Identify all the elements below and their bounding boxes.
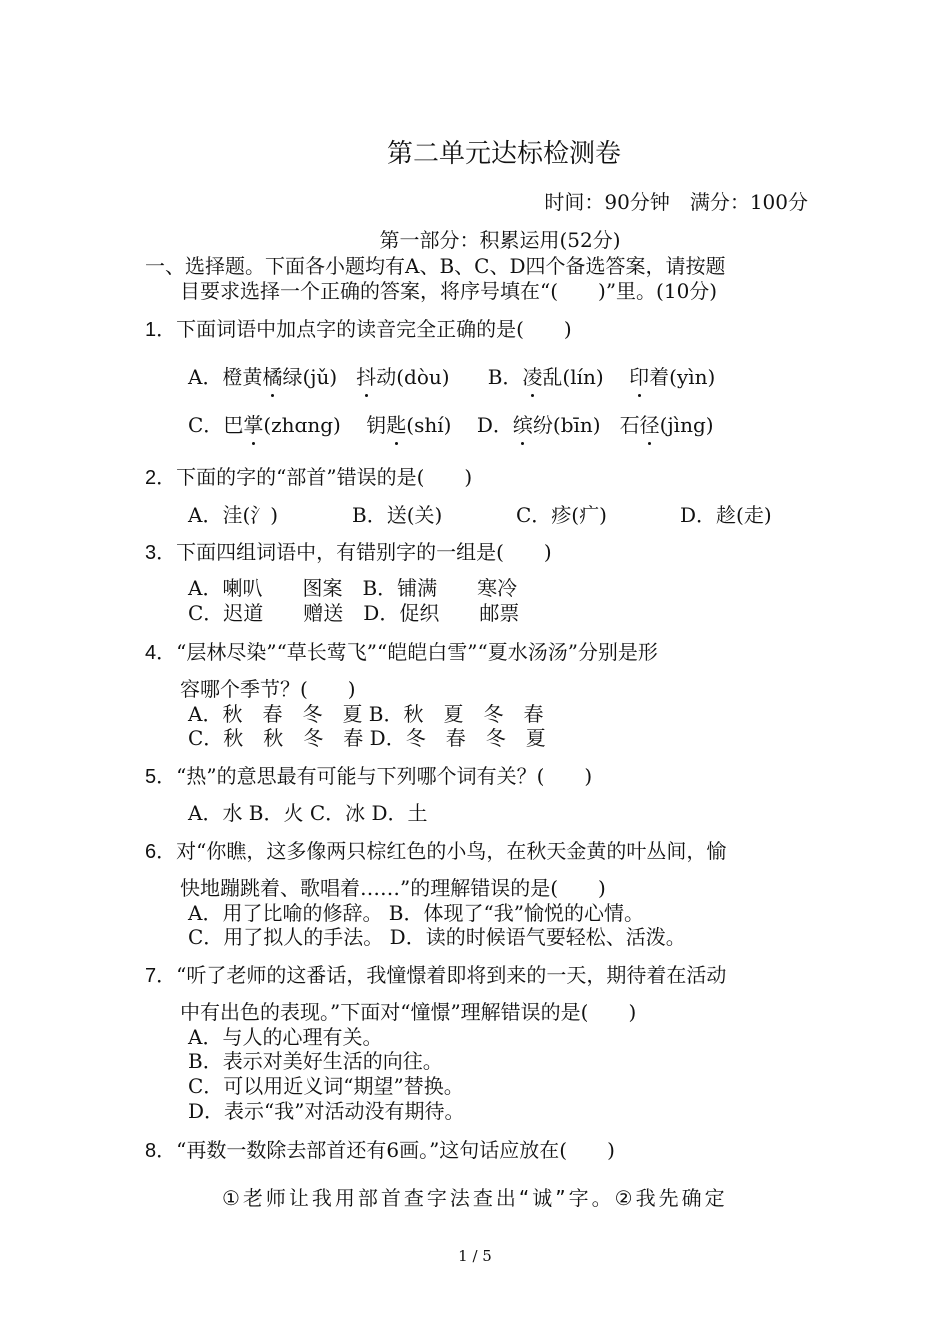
q7-option-c: C．可以用近义词“期望”替换。: [188, 1074, 464, 1098]
option-text: (shí): [406, 413, 452, 437]
question-5: [145, 760, 592, 789]
question-4: [145, 636, 658, 665]
dotted-char: 径: [640, 409, 660, 438]
question-6-stem-cont: 快地蹦跳着、歌唱着……”的理解错误的是( ): [180, 876, 606, 900]
question-stem: 下面的字的“部首”错误的是( ): [176, 465, 473, 489]
dotted-char: 橘: [262, 361, 282, 390]
question-stem: “听了老师的这番话，我憧憬着即将到来的一天，期待着在活动: [176, 963, 727, 987]
question-stem: “再数一数除去部首还有6画。”这句话应放在( ): [176, 1138, 615, 1162]
section-instruction-line2: 目要求选择一个正确的答案，将序号填在“( )”里。(10分): [180, 279, 718, 303]
question-number: 8．: [145, 1140, 177, 1162]
option-text: (zhɑng): [263, 413, 341, 437]
question-7-stem-cont: 中有出色的表现。”下面对“憧憬”理解错误的是( ): [180, 1000, 637, 1024]
question-stem: 对“你瞧，这多像两只棕红色的小鸟，在秋天金黄的叶丛间，愉: [176, 839, 727, 863]
dotted-char: 掌: [243, 409, 263, 438]
question-stem: 下面词语中加点字的读音完全正确的是( ): [176, 317, 572, 341]
question-3: [145, 536, 552, 565]
dotted-char: 匙: [386, 409, 406, 438]
q6-options-row-1: A．用了比喻的修辞。 B．体现了“我”愉悦的心情。: [188, 901, 644, 925]
question-2: [145, 461, 472, 490]
option-text: 钥: [366, 413, 387, 437]
question-stem: 下面四组词语中，有错别字的一组是( ): [176, 540, 552, 564]
section-instruction-line1: 一、选择题。下面各小题均有A、B、C、D四个备选答案，请按题: [145, 254, 726, 278]
q2-option-a: A．洼(氵): [188, 503, 279, 527]
question-number: 3．: [145, 542, 177, 564]
question-number: 1．: [145, 319, 177, 341]
question-stem: “热”的意思最有可能与下列哪个词有关？( ): [176, 764, 593, 788]
option-label: C．: [188, 413, 224, 437]
q2-option-c: C．疹(疒): [516, 503, 607, 527]
q7-option-b: B．表示对美好生活的向往。: [188, 1049, 443, 1073]
question-number: 2．: [145, 467, 177, 489]
option-text: (jìng): [659, 413, 714, 437]
option-text: 乱(lín): [542, 365, 604, 389]
question-7: [145, 959, 726, 988]
page-number: 1 / 5: [458, 1247, 492, 1265]
dotted-char: 印: [629, 361, 649, 390]
option-text: 石: [619, 413, 640, 437]
q7-option-a: A．与人的心理有关。: [188, 1025, 383, 1049]
q7-option-d: D．表示“我”对活动没有期待。: [188, 1099, 465, 1123]
question-1: [145, 313, 572, 342]
page-title: 第二单元达标检测卷: [386, 139, 621, 169]
question-number: 7．: [145, 965, 177, 987]
question-number: 5．: [145, 766, 177, 788]
q5-options: A．水 B．火 C．冰 D．土: [188, 801, 428, 825]
part-heading: 第一部分：积累运用(52分): [379, 228, 621, 252]
q6-options-row-2: C．用了拟人的手法。 D．读的时候语气要轻松、活泼。: [188, 925, 686, 949]
q1-option-row-1: [188, 361, 715, 390]
option-text: 绿(jǔ): [282, 365, 338, 389]
q4-options-row-2: C．秋 秋 冬 春 D．冬 春 冬 夏: [188, 726, 546, 750]
q2-option-b: B．送(关): [352, 503, 443, 527]
option-text: 动(dòu): [376, 365, 450, 389]
option-text: 橙黄: [222, 365, 263, 389]
q3-options-row-2: C．迟道 赠送 D．促织 邮票: [188, 601, 520, 625]
option-text: 巴: [223, 413, 244, 437]
option-label: D．: [476, 413, 513, 437]
exam-meta: 时间：90分钟 满分：100分: [544, 190, 808, 214]
question-number: 4．: [145, 642, 177, 664]
question-4-stem-cont: 容哪个季节？( ): [180, 677, 356, 701]
question-number: 6．: [145, 841, 177, 863]
q2-option-d: D．趁(走): [680, 503, 772, 527]
option-text: 纷(bīn): [532, 413, 601, 437]
dotted-char: 缤: [513, 409, 533, 438]
question-stem: “层林尽染”“草长莺飞”“皑皑白雪”“夏水汤汤”分别是形: [176, 640, 658, 664]
question-8: [145, 1134, 615, 1163]
dotted-char: 抖: [356, 361, 376, 390]
q3-options-row-1: A．喇叭 图案 B．铺满 寒冷: [188, 576, 518, 600]
dotted-char: 凌: [522, 361, 542, 390]
q1-option-row-2: [188, 409, 714, 438]
option-label: B．: [487, 365, 523, 389]
q4-options-row-1: A．秋 春 冬 夏 B．秋 夏 冬 春: [188, 702, 544, 726]
option-text: 着(yìn): [649, 365, 716, 389]
option-label: A．: [188, 365, 223, 389]
q8-passage-line: ①老师让我用部首查字法查出“诚”字。②我先确定: [222, 1186, 728, 1210]
question-6: [145, 835, 726, 864]
